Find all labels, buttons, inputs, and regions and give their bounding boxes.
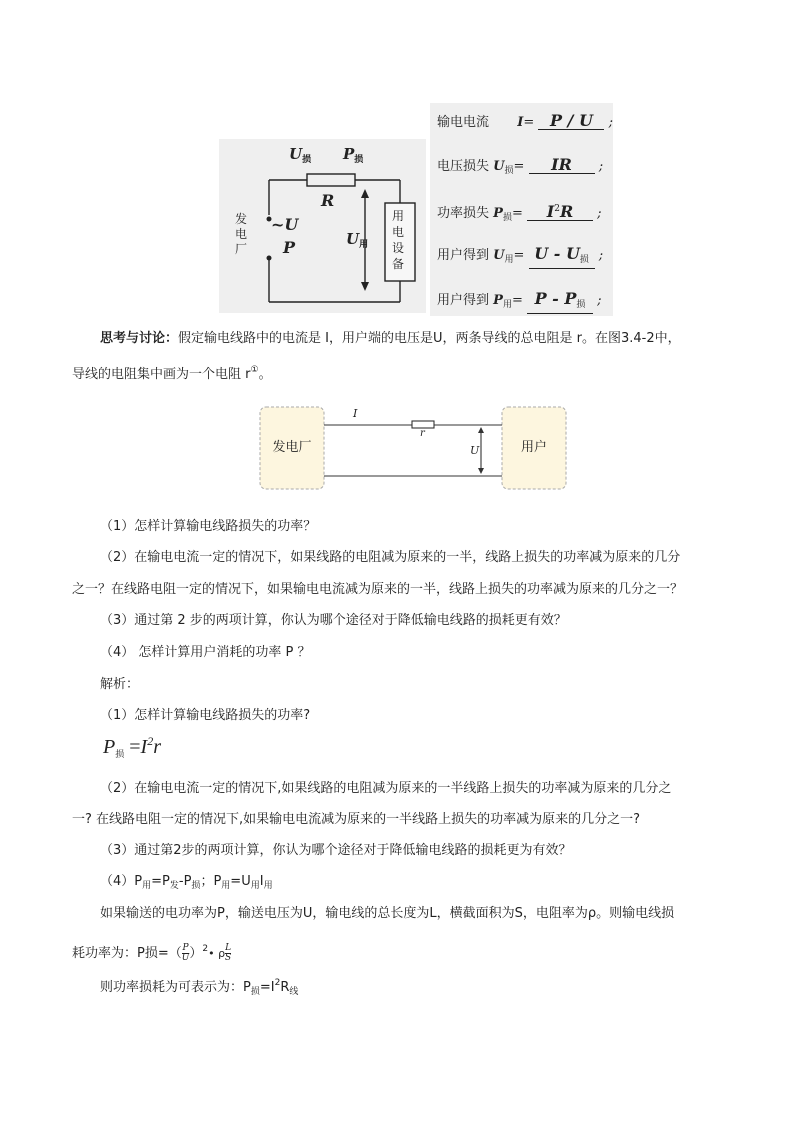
discussion-heading: 思考与讨论： — [100, 331, 179, 346]
discussion-line-1: 思考与讨论：假定输电线路中的电流是 I，用户端的电压是U，两条导线的总电阻是 r。在图3.4-2中， — [100, 331, 681, 346]
source-p-label: P — [283, 238, 296, 257]
fraction-l-over-s: $\frac{L}{S}$ — [225, 943, 232, 963]
discussion-line-2: 导线的电阻集中画为一个电阻 r①。 — [72, 365, 272, 382]
voltage-label: U — [470, 444, 480, 457]
formula-row-user-power: 用户得到 $P_用= P - P_损$ ; — [437, 289, 602, 317]
analysis-q4: $(4)P_用=P_发-P_损$；$P_用=U_用I_用$ — [100, 874, 273, 891]
analysis-q1: （1）怎样计算输电线路损失的功率? — [100, 708, 311, 723]
resistor-r-label: r — [420, 428, 425, 439]
formula-row-current: 输电电流 I= P / U ; — [437, 111, 613, 130]
formula-blank: P - $P_损$ — [527, 291, 593, 314]
arrow-down-icon — [361, 282, 369, 291]
analysis-paragraph-line-2: 耗功率为：P损=（ $\frac{P}{U}$ ）$^2$• ρ $\frac{L}{S}$ — [72, 943, 232, 963]
fraction-p-over-u: $\frac{P}{U}$ — [181, 943, 190, 963]
formula-blank: IR — [529, 157, 595, 174]
analysis-q2-line-2: 一? 在线路电阻一定的情况下,如果输电电流减为原来的一半线路上损失的功率减为原来的几分之一? — [72, 812, 641, 827]
question-3: （3）通过第 2 步的两项计算，你认为哪个途径对于降低输电线路的损耗更有效？ — [100, 613, 567, 628]
analysis-q3: （3）通过第2步的两项计算，你认为哪个途径对于降低输电线路的损耗更为有效？ — [100, 843, 572, 858]
resistor-R — [307, 174, 355, 186]
formula-var: I — [517, 115, 524, 130]
analysis-heading: 解析： — [100, 677, 140, 692]
current-label: I — [353, 407, 358, 420]
formula-row-power-loss: 功率损失 $P_损= I^2R$ ; — [437, 202, 602, 223]
p-loss-label: $P_损$ — [343, 145, 364, 165]
resistor-R-label: R — [321, 191, 335, 210]
terminal-bottom — [267, 256, 272, 261]
question-1: （1）怎样计算输电线路损失的功率？ — [100, 519, 317, 534]
power-loss-formula: $P_损 =I^2r$ — [103, 734, 161, 759]
source-u-label: ~U — [271, 215, 299, 234]
formula-blank: P / U — [538, 113, 604, 130]
u-loss-label: $U_损$ — [289, 145, 312, 165]
user-box-label: 用户 — [520, 440, 547, 455]
formula-blank: $I^2R$ — [527, 201, 593, 221]
formula-label: 输电电流 — [437, 115, 490, 130]
analysis-paragraph-line-1: 如果输送的电功率为P，输送电压为U，输电线的总长度为L，横截面积为S，电阻率为ρ。则输电线损 — [100, 906, 675, 921]
plant-box-label: 发电厂 — [272, 440, 312, 455]
arrow-up-icon — [361, 189, 369, 198]
analysis-conclusion: 则功率损耗为可表示为：$P_损=I^2R_线$ — [100, 978, 299, 997]
question-4: （4） 怎样计算用户消耗的功率 P ？ — [100, 645, 311, 660]
plant-label: 发 电 厂 — [234, 212, 247, 256]
u-user-label: $U_用$ — [346, 230, 369, 250]
formula-row-voltage-loss: 电压损失 $U_损=$ IR ; — [437, 155, 604, 176]
formula-row-user-voltage: 用户得到 $U_用= U - U_损$ ; — [437, 244, 603, 272]
formula-blank: U - $U_损$ — [529, 246, 595, 269]
question-2-line-1: （2）在输电电流一定的情况下，如果线路的电阻减为原来的一半，线路上损失的功率减为原来的几分 — [100, 550, 681, 565]
question-2-line-2: 之一？在线路电阻一定的情况下，如果输电电流减为原来的一半，线路上损失的功率减为原来的几分之一？ — [72, 582, 684, 597]
arrow-down-icon — [478, 468, 484, 474]
resistor-r — [412, 421, 434, 428]
arrow-up-icon — [478, 427, 484, 433]
analysis-q2-line-1: （2）在输电电流一定的情况下,如果线路的电阻减为原来的一半线路上损失的功率减为原来的几分之 — [100, 781, 672, 796]
device-label: 用 电 设 备 — [391, 209, 404, 271]
